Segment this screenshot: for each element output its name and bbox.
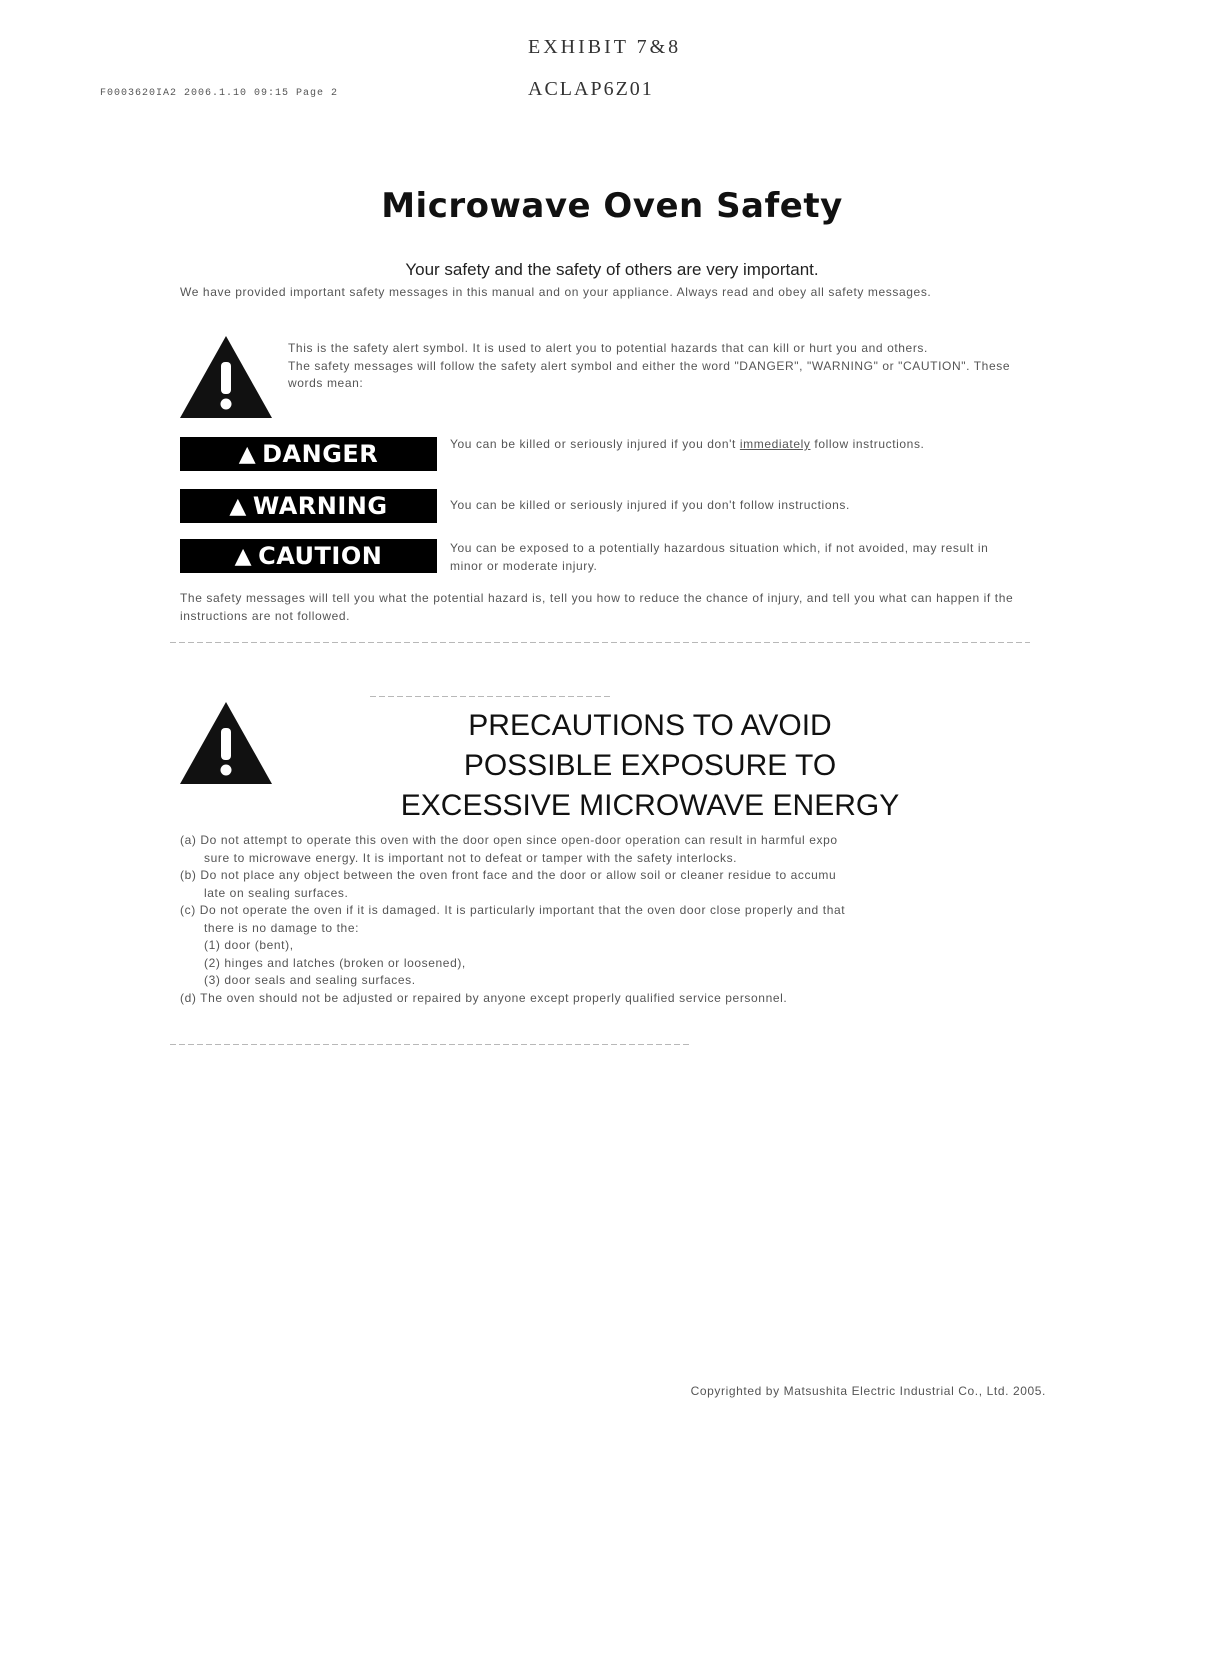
precaution-c-line-1: (c) Do not operate the oven if it is damaged. It is particularly important that the oven door close properly and that [180,903,846,917]
warning-triangle-icon: ▲ [229,493,247,519]
danger-description [450,436,1020,454]
divider [170,642,1030,643]
safety-alert-icon [178,334,274,420]
alert-explanation-line-1: This is the safety alert symbol. It is used to alert you to potential hazards that can kill or hurt you and others. [288,341,928,355]
list-item [180,867,1020,902]
precaution-a-line-1: (a) Do not attempt to operate this oven with the door open since open-door operation can result in harmful expo [180,833,838,847]
precaution-c-line-2: there is no damage to the: [204,920,360,935]
copyright-notice: Copyrighted by Matsushita Electric Industrial Co., Ltd. 2005. [690,1384,1046,1398]
warning-triangle-icon: ▲ [238,441,257,467]
warning-label-text: WARNING [252,492,388,520]
safety-intro-text: We have provided important safety messages in this manual and on your appliance. Always read and obey all safety messages. [180,285,932,299]
precaution-a-line-2: sure to microwave energy. It is important not to defeat or tamper with the safety interlocks. [204,850,738,865]
precaution-c-sub-1: (1) door (bent), [204,938,294,952]
precaution-alert-icon [178,700,274,786]
precaution-c-sub-3: (3) door seals and sealing surfaces. [204,973,416,987]
precautions-heading-line-3: EXCESSIVE MICROWAVE ENERGY [400,789,900,822]
alert-symbol-explanation [288,340,1023,393]
danger-label-text: DANGER [262,440,379,468]
page-title: Microwave Oven Safety [381,186,843,226]
precautions-list [180,832,1020,1007]
precautions-heading-line-1: PRECAUTIONS TO AVOID [468,709,832,742]
caution-description: You can be exposed to a potentially hazardous situation which, if not avoided, may result in minor or moderate injury. [450,541,989,573]
danger-description-end: follow instructions. [810,437,925,451]
danger-label [180,437,437,471]
danger-description-start: You can be killed or seriously injured if you don't [450,437,740,451]
safety-closing-text: The safety messages will tell you what the potential hazard is, tell you how to reduce the chance of injury, and tell you what can happen if the instructions are not followed. [180,591,1014,623]
warning-label [180,489,437,523]
fax-header-line: F0003620IA2 2006.1.10 09:15 Page 2 [100,88,339,99]
alert-explanation-line-2: The safety messages will follow the safety alert symbol and either the word "DANGER", "WARNING" or "CAUTION". These words mean: [288,358,1011,390]
list-item [180,990,1020,1008]
list-item [180,832,1020,867]
document-code: ACLAP6Z01 [528,78,654,100]
precaution-b-line-2: late on sealing surfaces. [204,885,349,900]
precaution-c-sub-2: (2) hinges and latches (broken or loosened), [204,955,466,970]
precautions-heading [300,706,1000,826]
warning-description: You can be killed or seriously injured if you don't follow instructions. [450,498,850,512]
caution-label-text: CAUTION [258,542,383,570]
precaution-d-line-1: (d) The oven should not be adjusted or repaired by anyone except properly qualified service personnel. [180,990,788,1005]
precautions-heading-line-2: POSSIBLE EXPOSURE TO [463,749,837,782]
danger-description-emphasis: immediately [739,437,811,451]
precaution-b-line-1: (b) Do not place any object between the oven front face and the door or allow soil or cleaner residue to accumu [180,868,837,882]
warning-triangle-icon: ▲ [234,543,253,569]
safety-subtitle: Your safety and the safety of others are very important. [405,260,819,279]
caution-label [180,539,437,573]
list-item [180,902,1020,990]
exhibit-label: EXHIBIT 7&8 [528,36,682,58]
divider [170,1044,690,1045]
divider [370,696,610,697]
